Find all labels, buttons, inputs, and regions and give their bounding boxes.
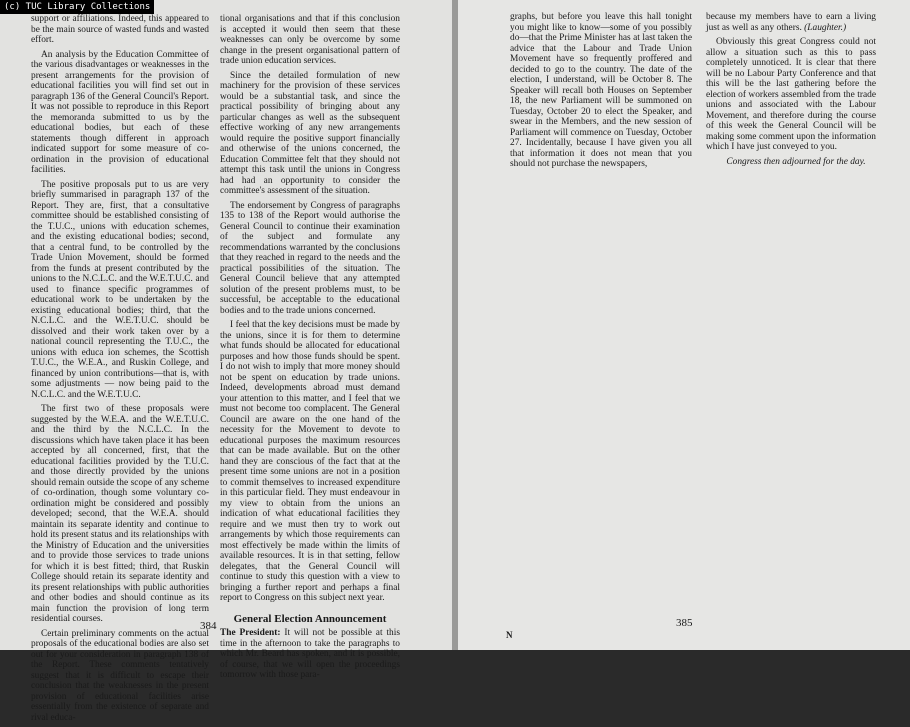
left-column-1: [31, 14, 209, 727]
page-number-right: 385: [676, 617, 693, 629]
right-column-1: [510, 12, 692, 174]
speaker-text: It will not be possible at this time in the afternoon to take the paragraphs to which Mr. Beard has spoken, and it is possible, of course, that we will open the proceedings tomorrow with those para-: [220, 628, 401, 680]
left-page: [0, 0, 452, 723]
left-column-2: [220, 14, 400, 685]
right-page: [458, 0, 910, 650]
paragraph: The first two of these proposals were suggested by the W.E.A. and the W.E.T.U.C. and the third by the N.C.L.C. In the discussions which have taken place it has been accepted by all concerned, first, that the educational facilities provided by the T.U.C. and those directly provided by the unions should remain outside the scope of any scheme of co-ordination, though some voluntary co-ordination might be considered and possibly developed; second, that the W.E.A. should maintain its separate identity and continue to hold its present status and its relationships with the Ministry of Education and the universities and to provide those services to trade unions for which it is best fitted; third, that Ruskin College should retain its separate identity and its present relationships with public authorities and other bodies and should continue as its main function the provision of long term residential courses.: [31, 404, 209, 624]
speaker-label: The President:: [220, 628, 281, 638]
section-heading: General Election Announcement: [233, 612, 387, 625]
paragraph: I feel that the key decisions must be made by the unions, since it is for them to determine what funds should be allocated for educational purposes and how those funds should be spent. I do not wish to imply that more money should not be spent on education by trade unions. Indeed, developments abroad must demand your attention to this matter, and I feel that we must not become too complacent. The General Council are aware on the one hand of the necessity for the Movement to devote to educational purposes the maximum resources that can be made available. But on the other hand they are conscious of the fact that at the present time some unions are not in a position to commit themselves to increased expenditure in this particular field. They must endeavour in my view to obtain from the unions an indication of what educational facilities they require and we must then try to work out arrangements by which those requirements can most effectively be made within the limits of available resources. It is in that setting, fellow delegates, that the General Council will continue to study this question with a view to bringing a further report and perhaps a final report to Congress on this subject next year.: [220, 320, 400, 603]
laughter-note: (Laughter.): [804, 22, 847, 33]
adjournment-note: Congress then adjourned for the day.: [726, 156, 866, 167]
paragraph: Certain preliminary comments on the actual proposals of the educational bodies are also set out for your consideration in paragraph 138 of the Report. These comments tentatively suggest that it is difficult to escape their conclusion that the weaknesses in the present provision of educational facilities arise essentially from the existence of separate and rival educa-: [31, 628, 209, 723]
paragraph: Since the detailed formulation of new machinery for the provision of these services would be a substantial task, and since the practical possibility of bringing about any particular changes as well as the subsequent effective working of any new arrangements would require the positive support financially and otherwise of the unions concerned, the Education Committee felt that they should not attempt this task until the unions in Congress had had an opportunity to consider the committee's assessment of the situation.: [220, 70, 400, 196]
paragraph: An analysis by the Education Committee of the various disadvantages or weaknesses in the present arrangements for the provision of educational facilities you will find set out in paragraph 136 of the General Council's Report. It was not possible to reproduce in this Report the memoranda submitted to us by the educational bodies, but each of these statements though different in approach indicated support for some measure of co-ordination in the provision of educational facilities.: [31, 49, 209, 175]
paragraph: support or affiliations. Indeed, this appeared to be the main source of wasted funds and wasted effort.: [31, 14, 209, 45]
paragraph: The endorsement by Congress of paragraphs 135 to 138 of the Report would authorise the General Council to continue their examination of the subject and formulate any recommendations warranted by the conclusions that they reached in regard to the needs and the practical possibilities of the situation. The General Council believe that any attempted solution of the present problems must, to be successful, be acceptable to the educational bodies and to the trade unions concerned.: [220, 200, 400, 316]
paragraph: graphs, but before you leave this hall tonight you might like to know—some of you possibly do—that the Prime Minister has at last taken the advice that the Labour and Trade Union Movement have so frequently proffered and decided to go to the country. The date of the election, I understand, will be October 8. The Speaker will recall both Houses on September 18, the new Parliament will be summoned on Tuesday, October 20 to elect the Speaker, and swear in the Members, and the new session of Parliament will commence on Tuesday, October 27. Incidentally, because I have given you all that information it does not mean that you should not purchase the newspapers,: [510, 12, 692, 169]
paragraph: [706, 12, 876, 33]
paragraph: [220, 628, 400, 681]
paragraph-text: because my members have to earn a living just as well as any others.: [706, 12, 876, 33]
paragraph: Obviously this great Congress could not allow a situation such as this to pass completely unnoticed. It is clear that there will be no Labour Party Conference and that this will be the last gathering before the election of workers assembled from the trade unions and associated with the Labour Movement, and therefore during the course of this week the General Council will be making some comment upon the information which I have just conveyed to you.: [706, 37, 876, 152]
margin-mark: N: [506, 630, 513, 640]
paragraph: The positive proposals put to us are very briefly summarised in paragraph 137 of the Report. They are, first, that a consultative committee should be established consisting of the T.U.C., unions with education schemes, and the existing educational bodies; second, that a central fund, to be controlled by the Trade Union Movement, should be formed from the funds at present contributed by the unions to the N.C.L.C. and the W.E.T.U.C. and used to finance specific programmes of educational work to be undertaken by the existing educational bodies; third, that the N.C.L.C. and the W.E.T.U.C. should be dissolved and their work taken over by a national council representing the T.U.C., the unions with educa ion schemes, the Scottish T.U.C., the W.E.A., and Ruskin College, and financed by union contributions—that is, with some adjustments — now being paid to the N.C.L.C. and the W.E.T.U.C.: [31, 179, 209, 400]
paragraph: tional organisations and that if this conclusion is accepted it would then seem that these weaknesses can only be overcome by some change in the present organisational pattern of trade union education services.: [220, 14, 400, 66]
page-number-left: 384: [200, 620, 217, 632]
right-column-2: [706, 12, 876, 171]
collection-watermark: (c) TUC Library Collections: [0, 0, 154, 14]
